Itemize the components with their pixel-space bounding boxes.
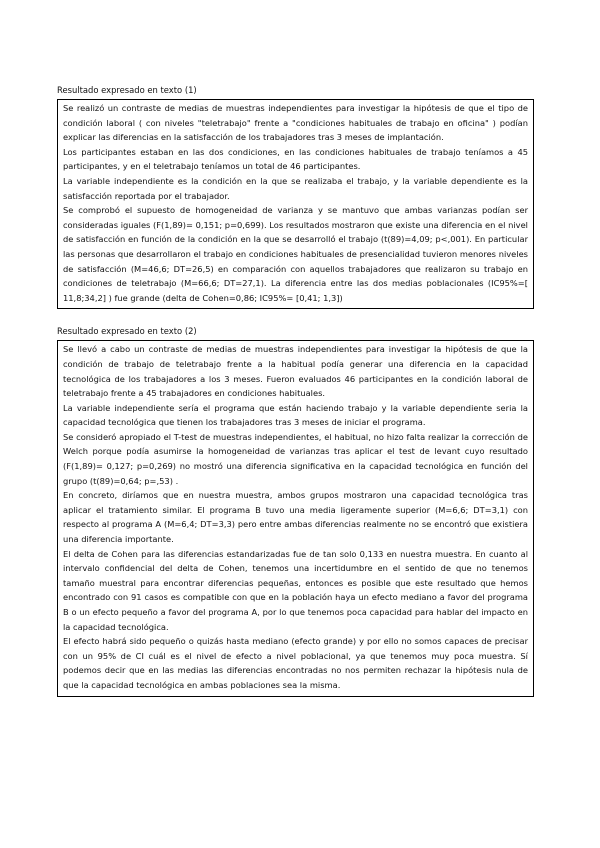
result-text-box-1 — [57, 99, 534, 309]
result-section-2 — [57, 326, 534, 696]
paragraph: La variable independiente sería el programa que están haciendo trabajo y la variable dependiente seria la capacidad tecnológica que tienen los trabajadores tras 3 meses de iniciar el programa. — [63, 402, 528, 428]
paragraph: El efecto habrá sido pequeño o quizás hasta mediano (efecto grande) y por ello no somos capaces de precisar con un 95% de CI cuál es el nivel de efecto a nivel poblacional, ya que tenemos muy poca muestra. Sí podemos decir que en las medias las diferencias encontradas no nos permiten rechazar la hipótesis nula de que la capacidad tecnológica en ambas poblaciones sea la misma. — [63, 636, 528, 690]
paragraph: Se comprobó el supuesto de homogeneidad de varianza y se mantuvo que ambas varianzas podían ser consideradas iguales (F(1,89)= 0,151; p=0,699). Los resultados mostraron que existe una diferencia en el nivel de satisfacción en función de la condición en la que se desarrolló el trabajo (t(89)=4,09; p<,001). En particular las personas que desarrollaron el trabajo en condiciones habituales de presencialidad tuvieron menores niveles de satisfacción (M=46,6; DT=26,5) en comparación con aquellos trabajadores que realizaron su trabajo en condiciones de teletrabajo (M=66,6; DT=27,1). La diferencia entre las dos medias poblacionales (IC95%=[ 11,8;34,2] ) fue grande (delta de Cohen=0,86; IC95%= [0,41; 1,3]) — [63, 205, 528, 303]
paragraph: El delta de Cohen para las diferencias estandarizadas fue de tan solo 0,133 en nuestra muestra. En cuanto al intervalo confidencial del delta de Cohen, tenemos una incertidumbre en el sentido de que no tenemos tamaño muestral para encontrar diferencias pequeñas, entonces es posible que este resultado que hemos encontrado con 91 casos es compatible con que en la población haya un efecto mediano a favor del programa B o un efecto pequeño a favor del programa A, por lo que tenemos poca capacidad para hablar del impacto en la capacidad tecnológica. — [63, 548, 528, 632]
paragraph: Se llevó a cabo un contraste de medias de muestras independientes para investigar la hipótesis de que la condición de trabajo de teletrabajo frente a la habitual podía generar una diferencia en la capacidad tecnológica de los trabajadores a los 3 meses. Fueron evaluados 46 participantes en la condición laboral de teletrabajo frente a 45 trabajadores en condiciones habituales. — [63, 344, 528, 399]
result-section-1 — [57, 85, 534, 309]
paragraph: Los participantes estaban en las dos condiciones, en las condiciones habituales de trabajo teníamos a 45 participantes, y en el teletrabajo teníamos un total de 46 participantes. — [63, 146, 528, 172]
section-title-2: Resultado expresado en texto (2) — [57, 326, 197, 337]
paragraph: Se realizó un contraste de medias de muestras independientes para investigar la hipótesis de que el tipo de condición laboral ( con niveles "teletrabajo" frente a "condiciones habituales de trabajo en oficina" ) podían explicar las diferencias en la satisfacción de los trabajadores tras 3 meses de implantación. — [63, 103, 528, 143]
paragraph: La variable independiente es la condición en la que se realizaba el trabajo, y la variable dependiente es la satisfacción reportada por el trabajador. — [63, 175, 528, 201]
paragraph: Se consideró apropiado el T-test de muestras independientes, el habitual, no hizo falta realizar la corrección de Welch porque podía asumirse la homogeneidad de varianzas tras aplicar el test de levant cuyo resultado (F(1,89)= 0,127; p=0,269) no mostró una diferencia significativa en la capacidad tecnológica en función del grupo (t(89)=0,64; p=,53) . — [63, 431, 528, 486]
result-text-box-2 — [57, 340, 534, 696]
paragraph: En concreto, diríamos que en nuestra muestra, ambos grupos mostraron una capacidad tecnológica tras aplicar el tratamiento similar. El programa B tuvo una media ligeramente superior (M=6,6; DT=3,1) con respecto al programa A (M=6,4; DT=3,3) pero entre ambas diferencias realmente no se encontró que existiera una diferencia importante. — [63, 490, 528, 545]
section-title-1: Resultado expresado en texto (1) — [57, 85, 197, 95]
document-page — [57, 85, 534, 697]
